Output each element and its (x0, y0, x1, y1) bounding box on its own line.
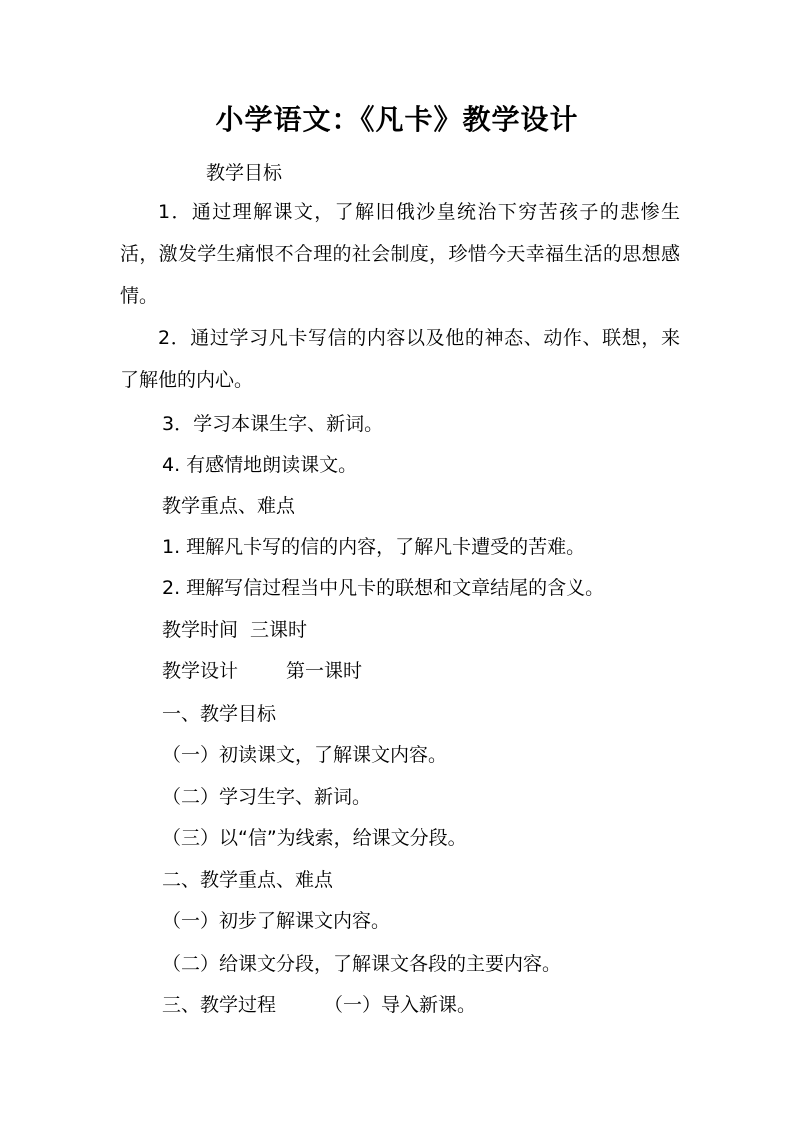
section-3-line (162, 991, 476, 1019)
section-1-item-1: （一）初读课文，了解课文内容。 (162, 744, 448, 766)
objective-3: 3．学习本课生字、新词。 (162, 413, 384, 435)
section-2-heading: 二、教学重点、难点 (162, 869, 334, 891)
key-points-heading: 教学重点、难点 (162, 495, 296, 517)
section-1-heading: 一、教学目标 (162, 703, 277, 725)
objectives-heading: 教学目标 (206, 162, 283, 184)
section-2-item-2: （二）给课文分段，了解课文各段的主要内容。 (162, 953, 562, 975)
teaching-time-line (162, 616, 307, 644)
objective-1: 1．通过理解课文，了解旧俄沙皇统治下穷苦孩子的悲惨生活，激发学生痛恨不合理的社会制度，珍惜今天幸福生活的思想感情。 (120, 201, 680, 307)
teaching-design-label: 教学设计 (162, 660, 239, 682)
teaching-time-label: 教学时间 (162, 619, 239, 641)
lesson-label: 第一课时 (286, 660, 363, 682)
section-3-item-1: （一）导入新课。 (324, 994, 477, 1016)
objective-2: 2．通过学习凡卡写信的内容以及他的神态、动作、联想，来了解他的内心。 (120, 327, 680, 391)
teaching-time-value: 三课时 (250, 619, 308, 641)
key-point-2: 2. 理解写信过程当中凡卡的联想和文章结尾的含义。 (162, 577, 605, 599)
section-3-heading: 三、教学过程 (162, 994, 277, 1016)
teaching-design-line (162, 657, 362, 685)
document-title: 小学语文：《凡卡》教学设计 (215, 103, 579, 136)
section-2-item-1: （一）初步了解课文内容。 (162, 910, 391, 932)
section-1-item-3: （三）以“信”为线索，给课文分段。 (162, 827, 467, 849)
objective-4: 4. 有感情地朗读课文。 (162, 454, 358, 476)
key-point-1: 1. 理解凡卡写的信的内容，了解凡卡遭受的苦难。 (162, 536, 586, 558)
section-1-item-2: （二）学习生字、新词。 (162, 786, 372, 808)
